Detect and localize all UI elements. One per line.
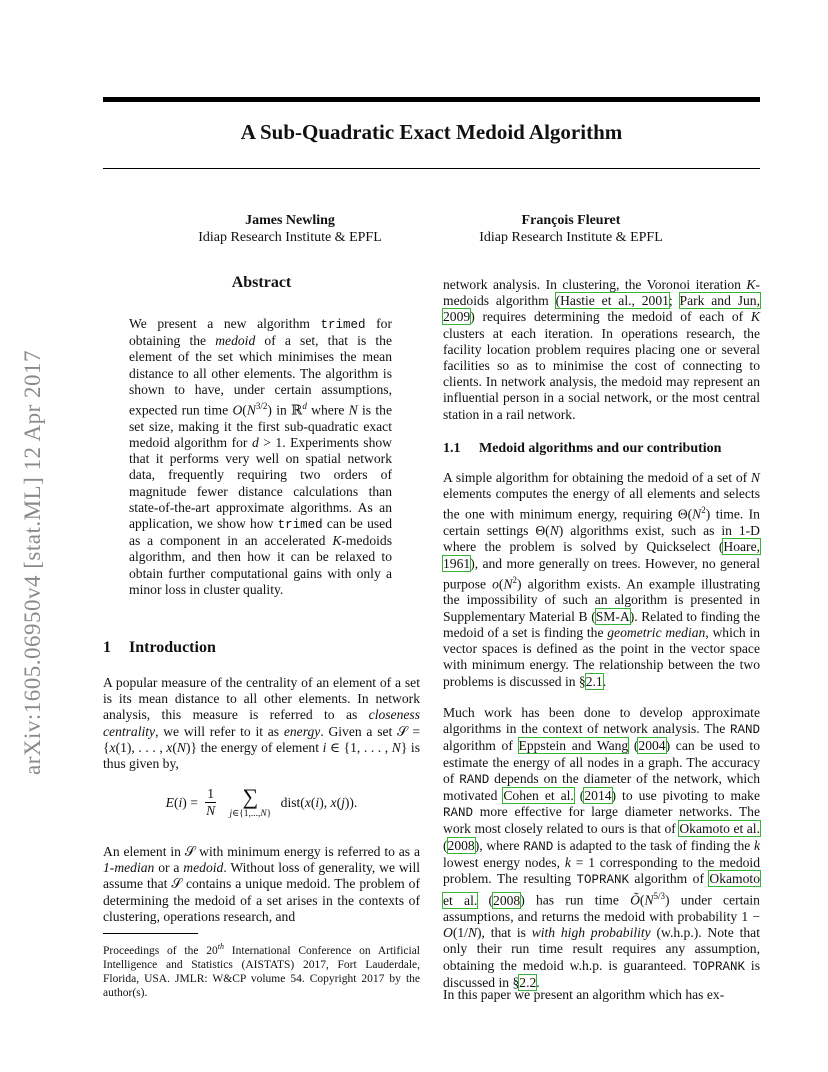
subsection-title: Medoid algorithms and our contribution	[479, 441, 722, 456]
reference-link[interactable]: SM-A	[595, 608, 630, 624]
citation-link[interactable]: (Hastie et al., 2001	[555, 293, 669, 309]
citation-link[interactable]: Cohen et al.	[503, 788, 574, 804]
right-paragraph-continued: network analysis. In clustering, the Voronoi iteration K-medoids algorithm (Hastie et al., 2001; Park and Jun, 2009) requires determining the medoid of each of K clusters at each iteration. In operations research, the facility location problem requires placing one or several facilities so as to minimise the cost of connecting to clients. In network analysis, the medoid may represent an influential person in a social network, or the most central station in a rail network.	[443, 277, 761, 422]
subsection-heading	[443, 441, 721, 457]
abstract-heading: Abstract	[231, 274, 292, 291]
citation-link[interactable]: 2014	[584, 788, 612, 804]
section-number: 1	[103, 639, 111, 656]
author-name: François Fleuret	[521, 213, 621, 228]
footnote: Proceedings of the 20th International Conference on Artificial Intelligence and Statistics (AISTATS) 2017, Fort Lauderdale, Florida, USA. JMLR: W&CP volume 54. Copyright 2017 by the author(s).	[103, 942, 420, 999]
author-block	[160, 212, 420, 246]
right-paragraph-c: In this paper we present an algorithm which has ex-	[443, 987, 725, 1002]
intro-paragraph-2: An element in 𝒮 with minimum energy is referred to as a 1-median or a medoid. Without loss of generality, we will assume that 𝒮 contains a unique medoid. The problem of determining the medoid of a set arises in the contexts of clustering, operations research, and	[103, 844, 420, 924]
abstract-text: We present a new algorithm trimed for obtaining the medoid of a set, that is the element of the set which minimises the mean distance to all other elements. The algorithm is shown to have, under certain assumptions, expected run time $O(N^{3/2})$ in ℝ$^d$ where N is the set size, making it the first sub-quadratic exact medoid algorithm for d > 1. Experiments show that it performs very well on spatial network data, frequently requiring two orders of magnitude fewer distance calculations than state-of-the-art approximate algorithms. As an application, we show how trimed can be used as a component in an accelerated K-medoids algorithm, and then how it can be relaxed to obtain further computational gains with only a minor loss in cluster quality.	[129, 316, 393, 597]
subsection-number: 1.1	[443, 441, 461, 456]
citation-link[interactable]: Okamoto et al.	[443, 871, 760, 908]
author-affiliation: Idiap Research Institute & EPFL	[479, 230, 663, 245]
title-rule-top	[103, 97, 760, 102]
citation-link[interactable]: Okamoto et al.	[679, 821, 760, 837]
citation-link[interactable]: 2008	[493, 892, 521, 908]
arxiv-stamp: arXiv:1605.06950v4 [stat.ML] 12 Apr 2017	[20, 349, 45, 775]
right-paragraph-b: Much work has been done to develop approximate algorithms in the context of network analysis. The RAND algorithm of Eppstein and Wang (2004) can be used to estimate the energy of all nodes in a graph. The accuracy of RAND depends on the diameter of the network, which motivated Cohen et al. (2014) to use pivoting to make RAND more effective for large diameter networks. The work most closely related to ours is that of Okamoto et al. (2008), where RAND is adapted to the task of finding the k lowest energy nodes, k = 1 corresponding to the medoid problem. The resulting TOPRANK algorithm of Okamoto et al. (2008) has run time $Õ(N^{5/3})$ under certain assumptions, and returns the medoid with probability 1 − O(1/N), that is with high probability (w.h.p.). Note that only their run time result requires any assumption, obtaining the medoid w.h.p. is guaranteed. TOPRANK is discussed in §2.2.	[443, 705, 761, 990]
section-link[interactable]: 2.2	[519, 974, 537, 990]
section-link[interactable]: 2.1	[585, 673, 603, 689]
title-rule-bottom	[103, 168, 760, 169]
intro-paragraph-1: A popular measure of the centrality of an element of a set is its mean distance to all other elements. In network analysis, this measure is referred to as closeness centrality, we will refer to it as energy. Given a set 𝒮 = {x(1), . . . , x(N)} the energy of element i ∈ {1, . . . , N} is thus given by,	[103, 675, 420, 772]
right-paragraph-a: A simple algorithm for obtaining the medoid of a set of N elements computes the energy of all elements and selects the one with minimum energy, requiring $\Theta(N^2)$ time. In certain settings Θ(N) algorithms exist, such as in 1-D where the problem is solved by Quickselect (Hoare, 1961), and more generally on trees. However, no general purpose $o(N^2)$ algorithm exists. An example illustrating the impossibility of such an algorithm is presented in Supplementary Material B (SM-A). Related to finding the medoid of a set is finding the geometric median, which in vector spaces is defined as the point in the vector space with minimum energy. The relationship between the two problems is discussed in §2.1.	[443, 470, 761, 689]
footnote-rule	[103, 933, 198, 934]
citation-link[interactable]: Eppstein and Wang	[518, 738, 629, 754]
section-title: Introduction	[129, 639, 216, 656]
citation-link[interactable]: 2008	[447, 837, 475, 853]
author-affiliation: Idiap Research Institute & EPFL	[198, 230, 382, 245]
section-heading	[103, 639, 216, 657]
citation-link[interactable]: Park and Jun, 2009	[443, 293, 761, 325]
citation-link[interactable]: Hoare, 1961	[443, 539, 760, 571]
paper-title: A Sub-Quadratic Exact Medoid Algorithm	[240, 120, 623, 144]
citation-link[interactable]: 2004	[638, 738, 666, 754]
author-name: James Newling	[245, 213, 335, 228]
energy-equation: E(i) = $\frac{1}{N}$ ∑ j∈{1,...,N} dist(x(i), x(j)).	[165, 784, 358, 819]
author-block	[441, 212, 701, 246]
